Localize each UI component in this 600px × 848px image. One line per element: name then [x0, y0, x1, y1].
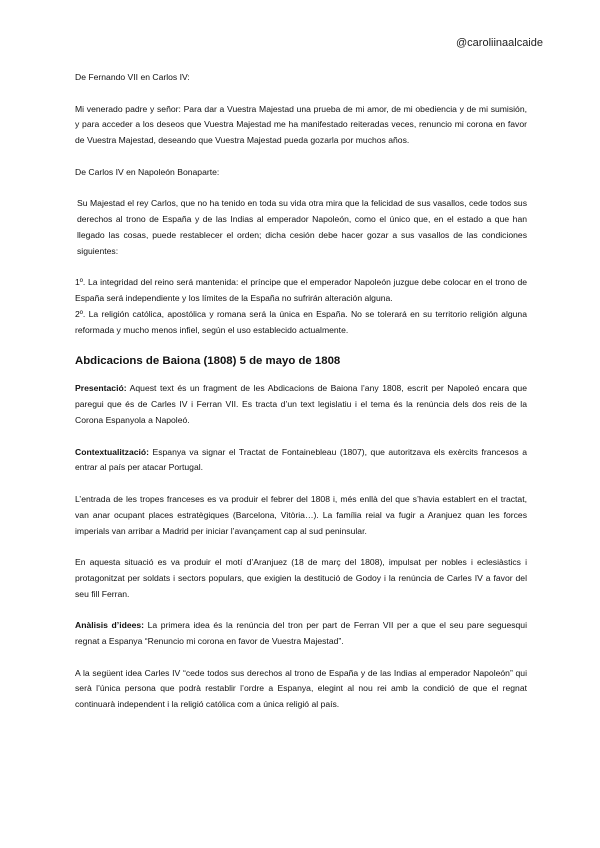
analisi-text: La primera idea és la renúncia del tron per part de Ferran VII per a que el seu pare seguesqui regnat a Espanya “Renuncio mi corona en favor de Vuestra Majestad”.	[75, 620, 527, 647]
section2-text: Su Majestad el rey Carlos, que no ha tenido en toda su vida otra mira que la felicidad de sus vasallos, cede todos sus derechos al trono de España y de las Indias al emperador Napoleón, como el único que, en el estado a que han llegado las cosas, puede restablecer el orden; dicha cesión debe hacer gozar a sus vasallos de las condiciones siguientes:	[77, 198, 527, 256]
context-label: Contextualització:	[75, 446, 150, 457]
analisi-paragraph-2: A la següent idea Carles IV “cede todos sus derechos al trono de España y de las Indias al emperador Napoleón” qui serà l’única persona que podrà restablir l’ordre a Espanya, elegint al nou rei amb la condició de que el regnat continuarà independent i la religió católica com a única religió al país.	[75, 667, 527, 710]
section1-text: Mi venerado padre y señor: Para dar a Vuestra Majestad una prueba de mi amor, de mi obediencia y de mi sumisión, y para acceder a los deseos que Vuestra Majestad me ha manifestado reiteradas veces, renuncio mi corona en favor de Vuestra Majestad, deseando que Vuestra Majestad pueda gozarla por muchos años.	[75, 103, 527, 146]
context-paragraph	[75, 445, 527, 477]
presentacio-label: Presentació:	[75, 383, 127, 394]
document-body	[75, 70, 527, 729]
section2-point2: 2º. La religión católica, apostólica y romana será la única en España. No se tolerará en su territorio religión alguna reformada y mucho menos infiel, según el uso establecido actualmente.	[75, 308, 527, 335]
section2-point1: 1º. La integridad del reino será mantenida: el príncipe que el emperador Napoleón juzgue debe colocar en el trono de España será independiente y los límites de la España no sufrirán alteración alguna.	[75, 277, 527, 304]
presentacio-paragraph	[75, 381, 527, 428]
analisi-paragraph	[75, 618, 527, 650]
context-paragraph-2: L’entrada de les tropes franceses es va produir el febrer del 1808 i, més enllà del que s’havia establert en el tractat, van anar ocupant places estratègiques (Barcelona, Vitòria…). La família reial va fugir a Aranjuez quan les forces imperials van arribar a Madrid per iniciar l’avançament cap al sud peninsular.	[75, 493, 527, 536]
document-title: Abdicacions de Baiona (1808) 5 de mayo de 1808	[75, 355, 341, 368]
section1-heading: De Fernando VII en Carlos IV:	[75, 72, 190, 82]
context-paragraph-3: En aquesta situació es va produir el motí d’Aranjuez (18 de març del 1808), impulsat per nobles i eclesiàstics i protagonitzat per soldats i sectors populars, que exigien la destitució de Godoy i la renúncia de Carles IV a favor del seu fill Ferran.	[75, 557, 527, 599]
section2-heading: De Carlos IV en Napoleón Bonaparte:	[75, 166, 220, 177]
context-text: Espanya va signar el Tractat de Fontainebleau (1807), que autoritzava els exèrcits francesos a entrar al país per atacar Portugal.	[75, 446, 527, 473]
analisi-label: Anàlisis d’idees:	[75, 620, 145, 631]
presentacio-text: Aquest text és un fragment de les Abdicacions de Baiona l’any 1808, escrit per Napoleó encara que paregui que és de Carles IV i Ferran VII. Es tracta d’un text legislatiu i el tema és la renúncia dels dos reis de la Corona Espanyola a Napoleó.	[75, 383, 527, 425]
author-handle: @caroliinaalcaide	[456, 37, 543, 49]
